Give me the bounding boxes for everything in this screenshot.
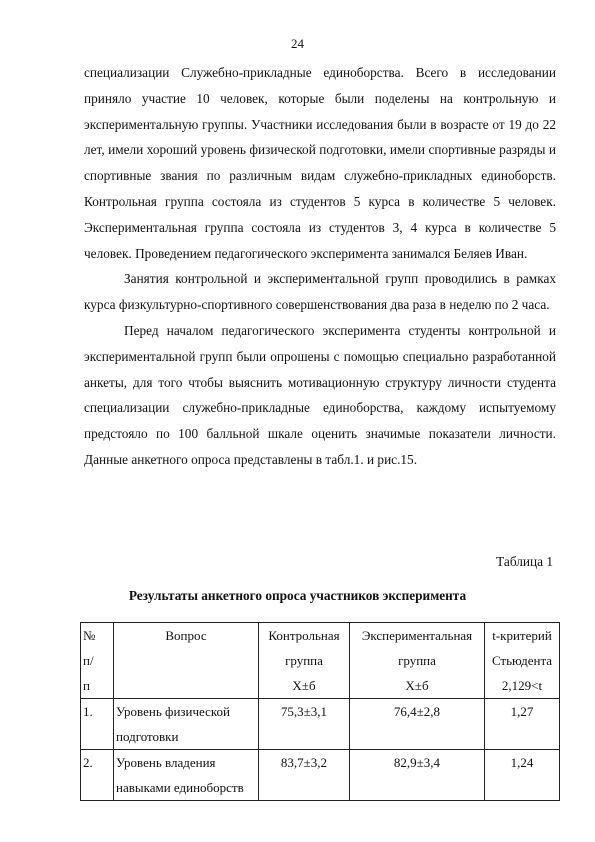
row-control-value: 75,3±3,1 (259, 699, 350, 750)
row-num: 1. (81, 699, 114, 750)
table-row (81, 750, 560, 801)
header-experimental-line: Х±б (405, 678, 429, 693)
row-num: 2. (81, 750, 114, 801)
table-row (81, 699, 560, 750)
header-control (259, 623, 350, 699)
row-experimental-value: 82,9±3,4 (350, 750, 485, 801)
paragraph-3: Перед началом педагогического эксперимента студенты контрольной и экспериментальной групп были опрошены с помощью специально разработанной анкеты, для того чтобы выяснить мотивационную структуру личности студента специализации служебно-прикладные единоборства, каждому испытуемому предстояло по 100 балльной шкале оценить значимые показатели личности. Данные анкетного опроса представлены в табл.1. и рис.15. (84, 322, 556, 467)
row-t-value: 1,24 (485, 750, 560, 801)
header-t-test (485, 623, 560, 699)
row-t-value: 1,27 (485, 699, 560, 750)
header-num-line: № (83, 628, 96, 643)
header-control-line: Х±б (292, 678, 316, 693)
header-t-line: t-критерий (492, 628, 552, 643)
page-number: 24 (291, 36, 304, 51)
row-control-value: 83,7±3,2 (259, 750, 350, 801)
header-num-line: п (83, 678, 90, 693)
header-t-line: Стьюдента (491, 653, 553, 668)
header-num-line: п/ (83, 653, 94, 668)
row-experimental-value: 76,4±2,8 (350, 699, 485, 750)
header-experimental (350, 623, 485, 699)
header-experimental-line: группа (398, 653, 436, 668)
header-control-line: Контрольная (268, 628, 340, 643)
results-table (80, 622, 560, 801)
header-control-line: группа (285, 653, 323, 668)
table-header-row (81, 623, 560, 699)
paragraph-2: Занятия контрольной и экспериментальной групп проводились в рамках курса физкультурно-спортивного совершенствования два раза в неделю по 2 часа. (84, 271, 556, 313)
table-title: Результаты анкетного опроса участников эксперимента (128, 588, 467, 603)
row-question: Уровень физической подготовки (114, 699, 259, 750)
paragraph-1: специализации Служебно-прикладные единоборства. Всего в исследовании приняло участие 10 человек, которые были поделены на контрольную и экспериментальную группы. Участники исследования были в возрасте от 19 до 22 лет, имели хороший уровень физической подготовки, имели спортивные разряды и спортивные звания по различным видам служебно-прикладных единоборств. Контрольная группа состояла из студентов 5 курса в количестве 5 человек. Экспериментальная группа состояла из студентов 3, 4 курса в количестве 5 человек. Проведением педагогического эксперимента занимался Беляев Иван. (84, 65, 556, 261)
header-question: Вопрос (114, 623, 259, 699)
table-caption: Таблица 1 (496, 554, 553, 569)
header-num (81, 623, 114, 699)
header-experimental-line: Экспериментальная (361, 628, 473, 643)
header-t-line: 2,129<t (501, 678, 543, 693)
body-text (84, 60, 556, 473)
row-question: Уровень владения навыками единоборств (114, 750, 259, 801)
